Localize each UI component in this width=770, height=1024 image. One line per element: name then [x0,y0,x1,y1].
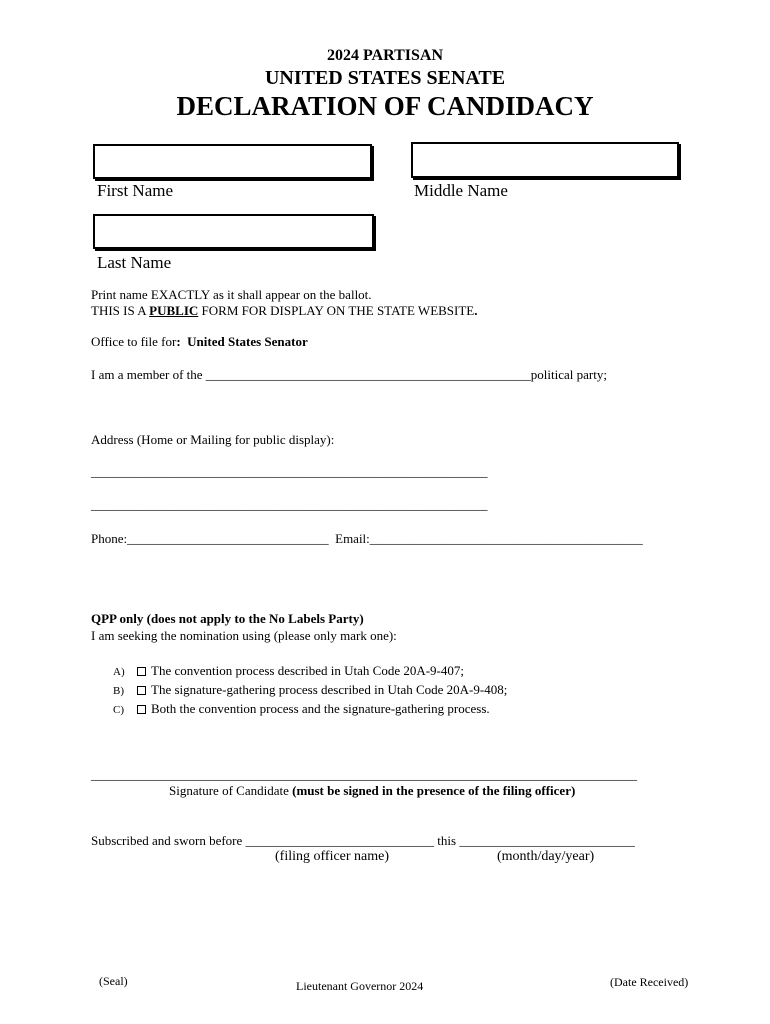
seal-label: (Seal) [99,974,128,988]
signature-note: (must be signed in the presence of the filing officer) [292,783,576,798]
sworn-line [91,833,635,849]
filing-officer-caption: (filing officer name) [275,849,390,864]
sworn-mid: this [434,833,460,848]
filing-officer-blank[interactable]: _____________________________ [245,833,435,848]
date-blank[interactable]: ___________________________ [459,833,635,848]
last-name-field[interactable] [93,214,374,249]
form-title: DECLARATION OF CANDIDACY [176,91,594,121]
option-text: The signature-gathering process described in Utah Code 20A-9-408; [151,682,508,697]
contact-line [91,531,643,547]
checkbox-both[interactable] [137,705,146,714]
option-letter: A) [113,666,125,678]
option-text: The convention process described in Utah Code 20A-9-407; [151,663,465,678]
last-name-label: Last Name [97,253,172,272]
office-line [91,334,308,350]
party-blank[interactable]: __________________________________________________ [205,367,531,382]
date-caption: (month/day/year) [497,849,595,864]
email-blank[interactable]: __________________________________________ [369,531,643,546]
party-line [91,367,607,383]
option-letter: C) [113,704,124,716]
signature-label: Signature of Candidate [169,783,293,798]
party-prefix: I am a member of the [91,367,206,382]
option-c[interactable] [113,701,490,717]
signature-caption [169,783,575,799]
public-word: PUBLIC [149,303,199,318]
checkbox-signature-gathering[interactable] [137,686,146,695]
option-letter: B) [113,685,124,697]
middle-name-field[interactable] [411,142,679,178]
office-colon: : [176,334,181,349]
address-label: Address (Home or Mailing for public display): [91,432,335,447]
public-form-notice [91,303,478,319]
office-label: Office to file for [91,334,177,349]
phone-blank[interactable]: _______________________________ [127,531,329,546]
public-period: . [474,303,478,318]
first-name-field[interactable] [93,144,372,179]
qpp-instruction: I am seeking the nomination using (please only mark one): [91,628,397,643]
option-b[interactable] [113,682,507,698]
header-senate: UNITED STATES SENATE [264,67,506,89]
public-post: FORM FOR DISPLAY ON THE STATE WEBSITE [198,303,475,318]
qpp-heading: QPP only (does not apply to the No Labels Party) [91,611,364,626]
checkbox-convention[interactable] [137,667,146,676]
header-partisan: 2024 PARTISAN [326,47,444,64]
option-a[interactable] [113,663,464,679]
public-pre: THIS IS A [91,303,150,318]
signature-line[interactable]: ____________________________________________________________________________________ [91,767,637,782]
email-label: Email: [335,531,370,546]
address-line-1[interactable]: _____________________________________________________________ [91,464,488,479]
print-name-instruction: Print name EXACTLY as it shall appear on the ballot. [91,287,372,302]
phone-label: Phone: [91,531,128,546]
sworn-prefix: Subscribed and sworn before [91,833,246,848]
option-text: Both the convention process and the signature-gathering process. [151,701,490,716]
date-received-label: (Date Received) [610,975,689,989]
office-value: United States Senator [187,334,308,349]
footer-lieutenant-governor: Lieutenant Governor 2024 [296,979,424,993]
address-line-2[interactable]: _____________________________________________________________ [91,497,488,512]
first-name-label: First Name [97,181,174,200]
party-suffix: political party; [530,367,607,382]
middle-name-label: Middle Name [414,181,508,200]
